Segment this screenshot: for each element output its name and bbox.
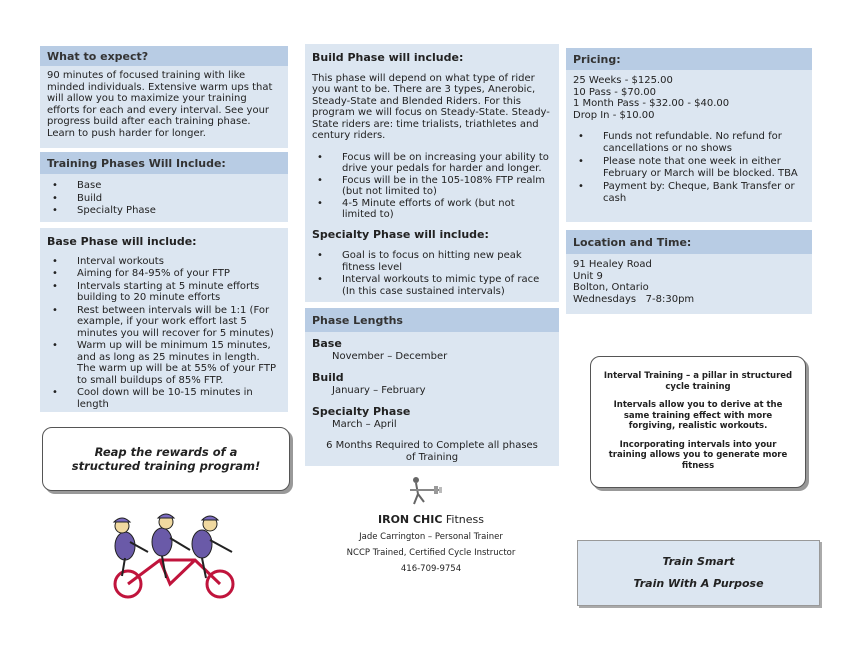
base-phase-list	[47, 256, 281, 411]
phase-name: Base	[312, 337, 342, 350]
interval-callout	[590, 356, 806, 488]
list-item: • Interval workouts to mimic type of race (In this case sustained intervals)	[312, 274, 552, 297]
brand-cert: NCCP Trained, Certified Cycle Instructor	[346, 548, 516, 558]
phase-name: Specialty Phase	[312, 405, 411, 418]
build-phase-box	[305, 44, 559, 302]
pricing-header	[566, 48, 812, 70]
build-phase-intro: This phase will depend on what type of rider you want to be. There are 3 types, Anerobic, Steady-State and Blended Riders. For this program we will focus on Steady-State. Steady-State riders are: time trialists, triathletes and century riders.	[312, 72, 550, 141]
location-line: Unit 9	[573, 270, 603, 282]
phases-include-box	[40, 174, 288, 222]
pricing-box	[566, 70, 812, 222]
location-box	[566, 254, 812, 314]
interval-callout-p1: Interval Training – a pillar in structured cycle training	[603, 371, 793, 392]
location-line: 91 Healey Road	[573, 259, 652, 270]
location-title: Location and Time:	[573, 236, 692, 249]
phase-range: January – February	[332, 384, 426, 396]
phase-lengths-header	[305, 308, 559, 332]
list-item: • Intervals starting at 5 minute efforts building to 20 minute efforts	[47, 281, 281, 304]
brand-name-rest: Fitness	[442, 513, 484, 526]
motto-line2: Train With A Purpose	[633, 577, 764, 590]
location-line: Bolton, Ontario	[573, 282, 649, 293]
list-item: • Goal is to focus on hitting new peak fitness level	[312, 250, 552, 273]
phases-include-header	[40, 152, 288, 174]
list-item: • Specialty Phase	[47, 205, 281, 217]
expect-title: What to expect?	[47, 50, 149, 63]
interval-callout-p2: Intervals allow you to derive at the same training effect with more forgiving, realistic workouts.	[613, 400, 783, 431]
list-item: • Funds not refundable. No refund for cancellations or no shows	[573, 131, 805, 154]
dumbbell-figure-icon	[404, 474, 444, 508]
brand-phone: 416-709-9754	[400, 564, 462, 574]
phase-name: Build	[312, 371, 344, 384]
specialty-phase-title: Specialty Phase will include:	[312, 227, 489, 241]
phase-range: November – December	[332, 350, 448, 362]
pricing-notes	[573, 131, 805, 204]
reap-callout	[42, 427, 290, 491]
motto-box	[577, 540, 820, 606]
expect-box	[40, 66, 288, 148]
phases-include-title: Training Phases Will Include:	[47, 157, 226, 170]
brand-trainer: Jade Carrington – Personal Trainer	[359, 532, 503, 542]
list-item: • Base	[47, 180, 281, 192]
brand-name	[320, 513, 542, 526]
expect-body: 90 minutes of focused training with like minded individuals. Extensive warm ups that will allow you to maximize your training efforts for each and every interval. See your progress build after each training phase. Learn to push harder for longer.	[47, 70, 273, 139]
list-item: • Rest between intervals will be 1:1 (For example, if your work effort last 5 minutes you will recover for 5 minutes)	[47, 305, 281, 340]
price-line: Drop In - $10.00	[573, 109, 655, 121]
location-header	[566, 230, 812, 254]
phase-lengths-title: Phase Lengths	[312, 314, 403, 327]
phase-lengths-box	[305, 332, 559, 466]
list-item: • Please note that one week in either February or March will be blocked. TBA	[573, 156, 805, 179]
list-item: • Aiming for 84-95% of your FTP	[47, 268, 281, 280]
location-line: Wednesdays 7-8:30pm	[573, 293, 695, 305]
build-phase-list	[312, 152, 552, 221]
list-item: • 4-5 Minute efforts of work (but not limited to)	[312, 198, 552, 221]
reap-callout-text: Reap the rewards of a structured training program!	[71, 445, 261, 473]
list-item: • Interval workouts	[47, 256, 281, 268]
phase-lengths-note: 6 Months Required to Complete all phases of Training	[326, 440, 538, 463]
list-item: • Build	[47, 193, 281, 205]
base-phase-box	[40, 228, 288, 412]
list-item: • Cool down will be 10-15 minutes in length	[47, 387, 281, 410]
interval-callout-p3: Incorporating intervals into your training allows you to generate more fitness	[608, 439, 788, 471]
price-line: 10 Pass - $70.00	[573, 86, 656, 98]
price-line: 25 Weeks - $125.00	[573, 75, 673, 86]
expect-header	[40, 46, 288, 66]
specialty-phase-list	[312, 250, 552, 297]
phase-range: March – April	[332, 418, 397, 430]
list-item: • Focus will be in the 105-108% FTP realm (but not limited to)	[312, 175, 552, 198]
phases-include-list	[47, 180, 281, 217]
list-item: • Payment by: Cheque, Bank Transfer or cash	[573, 181, 805, 204]
price-line: 1 Month Pass - $32.00 - $40.00	[573, 98, 730, 109]
list-item: • Focus will be on increasing your ability to drive your pedals for harder and longer.	[312, 152, 552, 175]
brand-name-bold: IRON CHIC	[378, 513, 443, 526]
pricing-title: Pricing:	[573, 53, 621, 66]
list-item: • Warm up will be minimum 15 minutes, and as long as 25 minutes in length. The warm up will be at 55% of your FTP to small buildups of 85% FTP.	[47, 340, 281, 386]
base-phase-title: Base Phase will include:	[47, 235, 197, 248]
build-phase-title: Build Phase will include:	[312, 51, 464, 64]
motto-line1: Train Smart	[662, 555, 735, 568]
tandem-cyclists-illustration	[100, 508, 250, 600]
